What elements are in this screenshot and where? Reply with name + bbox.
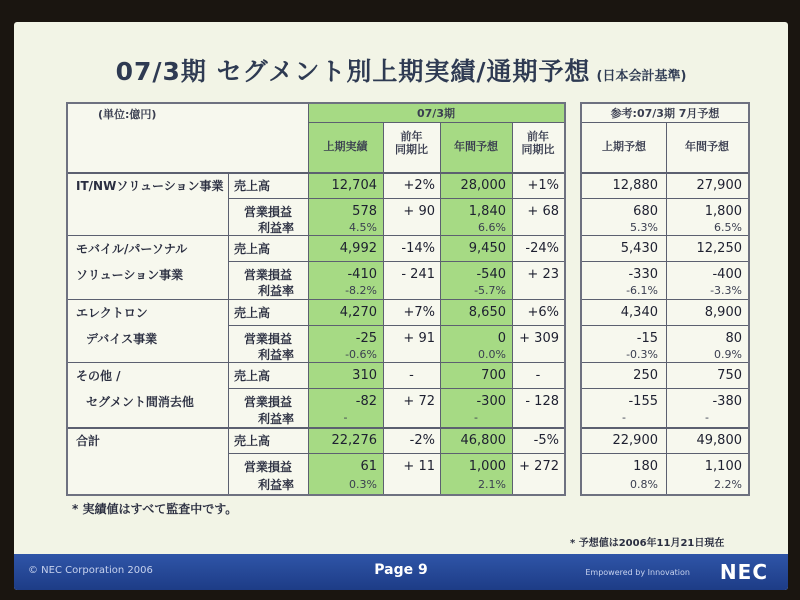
ref-h1-margin: -	[622, 411, 626, 424]
h1-op-yoy: + 91	[403, 331, 435, 346]
slide-title-sub: (日本会計基準)	[596, 69, 687, 84]
h1-sales-yoy: -	[409, 368, 414, 383]
reference-title: 参考:07/3期 7月予想	[610, 107, 720, 120]
fy-sales-yoy: +6%	[527, 305, 559, 320]
fy-margin: 0.0%	[478, 348, 506, 361]
ref-fy-op: 80	[725, 331, 742, 346]
fy-sales: 46,800	[460, 433, 506, 448]
ref-fy-op: 1,800	[704, 204, 742, 219]
ref-h1-margin: -0.3%	[626, 348, 658, 361]
segment-name: 合計	[76, 434, 101, 448]
row-label-margin: 利益率	[258, 284, 295, 298]
h1-op: 578	[352, 204, 377, 219]
segment-name: IT/NWソリューション事業	[76, 179, 224, 193]
fy-sales: 28,000	[460, 178, 506, 193]
ref-h1-op: -15	[636, 331, 658, 346]
slide-title	[14, 52, 788, 88]
ref-fy-sales: 750	[717, 368, 742, 383]
h1-op-yoy: - 241	[401, 267, 435, 282]
row-label-op: 営業損益	[244, 205, 293, 219]
h1-margin: 4.5%	[349, 221, 377, 234]
ref-fy-op: -400	[712, 267, 742, 282]
row-label-op: 営業損益	[244, 395, 293, 409]
ref-h1-margin: 0.8%	[630, 478, 658, 491]
segment-name-line2: デバイス事業	[86, 332, 158, 346]
h1-op-yoy: + 90	[403, 204, 435, 219]
fy-op-yoy: + 272	[519, 459, 559, 474]
ref-h1-sales: 22,900	[612, 433, 658, 448]
segment-name: エレクトロン	[76, 306, 148, 320]
forecast-date-note: * 予想値は2006年11月21日現在	[570, 538, 725, 549]
fy-sales-yoy: -5%	[533, 433, 559, 448]
row-label-op: 営業損益	[244, 460, 293, 474]
segment-results-table	[66, 102, 566, 496]
row-label-margin: 利益率	[258, 348, 295, 362]
slide-title-main: 07/3期 セグメント別上期実績/通期予想	[115, 57, 591, 86]
ref-h1-sales: 5,430	[620, 241, 658, 256]
h1-sales: 12,704	[331, 178, 377, 193]
h1-op-yoy: + 72	[403, 394, 435, 409]
ref-h1-sales: 4,340	[620, 305, 658, 320]
h1-op: 61	[360, 459, 377, 474]
fy-op: 0	[497, 331, 506, 346]
fy-op-yoy: + 23	[527, 267, 559, 282]
h1-op: -410	[347, 267, 377, 282]
fy-margin: 2.1%	[478, 478, 506, 491]
col-header-h1-actual: 上期実績	[323, 140, 368, 153]
col-header-yoy1: 前年 同期比	[395, 130, 428, 156]
row-label-op: 営業損益	[244, 332, 293, 346]
ref-fy-op: 1,100	[704, 459, 742, 474]
row-label-margin: 利益率	[258, 221, 295, 235]
row-label-sales: 売上高	[234, 369, 271, 383]
h1-sales: 22,276	[331, 433, 377, 448]
h1-op: -25	[355, 331, 377, 346]
h1-op: -82	[355, 394, 377, 409]
copyright: © NEC Corporation 2006	[28, 565, 153, 576]
tagline: Empowered by Innovation	[585, 568, 690, 577]
fy-sales: 8,650	[468, 305, 506, 320]
ref-fy-sales: 12,250	[696, 241, 742, 256]
ref-h1-op: 680	[633, 204, 658, 219]
col-header-ref-fy: 年間予想	[685, 140, 729, 153]
fy-sales: 700	[481, 368, 506, 383]
h1-sales-yoy: -14%	[401, 241, 435, 256]
col-header-fy-forecast: 年間予想	[454, 140, 498, 153]
row-label-sales: 売上高	[234, 434, 271, 448]
ref-h1-op: -330	[628, 267, 658, 282]
h1-margin: -8.2%	[345, 284, 377, 297]
slide-footer	[14, 554, 788, 590]
fy-op-yoy: + 309	[519, 331, 559, 346]
fy-op: 1,000	[468, 459, 506, 474]
fy-sales-yoy: -	[535, 368, 541, 383]
ref-h1-margin: -6.1%	[626, 284, 658, 297]
fy-op-yoy: + 68	[527, 204, 559, 219]
fy-margin: -5.7%	[474, 284, 506, 297]
fy-op: 1,840	[468, 204, 506, 219]
col-header-yoy2: 前年 同期比	[521, 130, 555, 156]
ref-fy-margin: 2.2%	[714, 478, 742, 491]
h1-sales: 4,992	[339, 241, 377, 256]
fy-sales: 9,450	[468, 241, 506, 256]
fy-margin: 6.6%	[478, 221, 506, 234]
h1-margin: -0.6%	[345, 348, 377, 361]
h1-sales-yoy: +7%	[403, 305, 435, 320]
ref-fy-sales: 49,800	[696, 433, 742, 448]
row-label-sales: 売上高	[234, 242, 271, 256]
h1-sales: 4,270	[339, 305, 377, 320]
ref-fy-margin: -3.3%	[710, 284, 742, 297]
fy-sales-yoy: -24%	[525, 241, 559, 256]
fy-op-yoy: - 128	[525, 394, 559, 409]
row-label-margin: 利益率	[258, 412, 295, 426]
row-label-sales: 売上高	[234, 179, 271, 193]
h1-sales-yoy: +2%	[403, 178, 435, 193]
nec-logo: NEC	[719, 560, 768, 584]
h1-margin: -	[343, 411, 348, 424]
ref-fy-margin: -	[705, 411, 709, 424]
ref-h1-op: -155	[628, 394, 658, 409]
h1-sales-yoy: -2%	[409, 433, 435, 448]
ref-fy-op: -380	[712, 394, 742, 409]
segment-name-line2: セグメント間消去他	[86, 395, 194, 409]
fy-op: -540	[476, 267, 506, 282]
unit-label: (単位:億円)	[98, 108, 157, 121]
ref-h1-sales: 250	[633, 368, 658, 383]
period-header: 07/3期	[417, 107, 455, 120]
page-number: Page 9	[374, 562, 428, 578]
col-header-ref-h1: 上期予想	[602, 140, 646, 153]
ref-h1-op: 180	[633, 459, 658, 474]
fy-sales-yoy: +1%	[527, 178, 559, 193]
h1-op-yoy: + 11	[403, 459, 435, 474]
ref-h1-sales: 12,880	[612, 178, 658, 193]
ref-h1-margin: 5.3%	[630, 221, 658, 234]
segment-name-line2: ソリューション事業	[76, 268, 184, 282]
presentation-slide	[14, 22, 788, 590]
ref-fy-sales: 27,900	[696, 178, 742, 193]
ref-fy-margin: 0.9%	[714, 348, 742, 361]
h1-sales: 310	[352, 368, 377, 383]
row-label-sales: 売上高	[234, 306, 271, 320]
ref-fy-margin: 6.5%	[714, 221, 742, 234]
row-label-margin: 利益率	[258, 478, 295, 492]
row-label-op: 営業損益	[244, 268, 293, 282]
segment-name: その他 /	[76, 369, 121, 383]
audit-note: * 実績値はすべて監査中です。	[72, 502, 238, 516]
segment-name: モバイル/パーソナル	[76, 242, 188, 256]
h1-margin: 0.3%	[349, 478, 377, 491]
fy-margin: -	[474, 411, 478, 424]
ref-fy-sales: 8,900	[704, 305, 742, 320]
reference-forecast-table	[580, 102, 750, 496]
fy-op: -300	[476, 394, 506, 409]
